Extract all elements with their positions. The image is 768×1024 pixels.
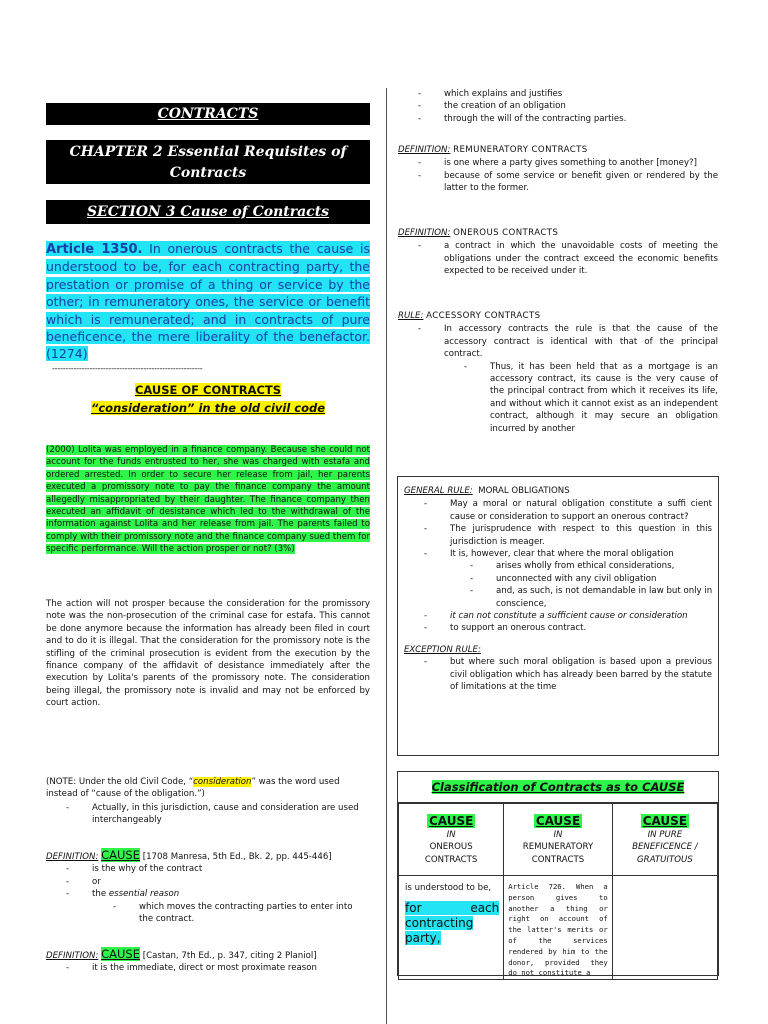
def2-term: CAUSE (101, 947, 140, 961)
moral-s2: - unconnected with any civil obligation (496, 573, 716, 585)
def1-sub: - which moves the contracting parties to enter into the contract. (139, 901, 369, 926)
acc-label: RULE: (398, 311, 424, 321)
note-block (46, 776, 370, 827)
col1-in: IN (446, 830, 456, 840)
moral-b3: - It is, however, clear that where the moral obligation (450, 548, 712, 560)
col2-in: IN (553, 830, 563, 840)
moral-obligations-box (397, 476, 719, 756)
article-1350 (46, 240, 370, 363)
top-b1: - which explains and justifies (444, 88, 718, 100)
moral-s1: - arises wholly from ethical considerations, (496, 560, 716, 572)
classification-title: Classification of Contracts as to CAUSE (431, 780, 685, 794)
cell1-text: is understood to be, (405, 883, 492, 893)
acc-b1: - In accessory contracts the rule is that the cause of the accessory contract is identical with that of the principal contract. (444, 323, 718, 360)
moral-b1: - May a moral or natural obligation constitute a suffi cient cause or consideration to support an onerous contract? (450, 498, 712, 523)
article-text: In onerous contracts the cause is understood to be, for each contracting party, the prestation or promise of a thing or service by the other; in remuneratory ones, the service or benefit which is remunerated; and in contracts of pure beneficence, the mere liberality of the benefactor. (1274) (46, 241, 370, 362)
article-label: Article 1350. (46, 242, 143, 257)
cell-remuneratory (504, 876, 612, 980)
oner-b1: - a contract in which the unavoidable costs of meeting the obligations under the contract exceed the economic benefits expected to be received under it. (444, 240, 718, 277)
cause-subheading: “consideration” in the old civil code (90, 401, 326, 415)
col-onerous-header (399, 804, 504, 876)
note-bullet: - Actually, in this jurisdiction, cause and consideration are used interchangeably (92, 802, 370, 827)
chapter-title-bar (46, 140, 370, 184)
definition-cause-2 (46, 948, 370, 975)
moral-title: MORAL OBLIGATIONS (478, 486, 570, 496)
note-prefix: (NOTE: Under the old Civil Code, “ (46, 777, 194, 787)
top-b2: - the creation of an obligation (444, 100, 718, 112)
moral-b2: - The jurisprudence with respect to this question in this jurisdiction is meager. (450, 523, 712, 548)
exc-b1: - but where such moral obligation is based upon a previous civil obligation which has already been barred by the statute of limitations at the time (450, 656, 712, 693)
section-title: SECTION 3 Cause of Contracts (86, 204, 330, 220)
col1-type: ONEROUS CONTRACTS (424, 842, 478, 865)
dashed-divider: -------------------------------------------------------- (52, 364, 203, 373)
section-title-bar (46, 200, 370, 224)
col3-type: IN PURE BENEFICENCE / GRATUITOUS (632, 830, 698, 865)
def1-term: CAUSE (101, 848, 140, 862)
def1-label: DEFINITION: (46, 852, 99, 862)
def2-b1: - it is the immediate, direct or most proximate reason (92, 962, 370, 974)
acc-sub: - Thus, it has been held that as a mortgage is an accessory contract, its cause is the very cause of the principal contract from which it receives its life, and without which it cannot exist as an independent contract, although it may secure an obligation incurred by another (490, 361, 718, 435)
rem-b1: - is one where a party gives something to another [money?] (444, 157, 718, 169)
classification-table (398, 803, 718, 980)
def2-label: DEFINITION: (46, 951, 99, 961)
moral-label: GENERAL RULE: (404, 486, 473, 496)
rem-b2: - because of some service or benefit given or rendered by the latter to the former. (444, 170, 718, 195)
cause-heading-block (46, 381, 370, 417)
cell-beneficence (612, 876, 717, 980)
rem-label: DEFINITION: (398, 145, 451, 155)
def1-source: [1708 Manresa, 5th Ed., Bk. 2, pp. 445-446] (142, 852, 332, 862)
onerous-definition (398, 227, 718, 278)
case-answer: The action will not prosper because the consideration for the promissory note was the non-prosecution of the criminal case for estafa. This cannot be done anymore because the information has already been filed in court and to do it is illegal. That the consideration for the promissory note is the stifling of the criminal prosecution is evident from the execution by the finance company of the affidavit of desistance immediately after the execution by Lolita's parents of the promissory note. The consideration being illegal, the promissory note is invalid and may not be enforced by court action. (46, 599, 370, 709)
column-divider (386, 88, 387, 1024)
cell1-hl: for each contracting party, (405, 901, 500, 946)
col-remuneratory-header (504, 804, 612, 876)
col-beneficence-header (612, 804, 717, 876)
top-b3: - through the will of the contracting parties. (444, 113, 718, 125)
def2-source: [Castan, 7th Ed., p. 347, citing 2 Planiol] (142, 951, 317, 961)
case-question (46, 444, 370, 556)
right-top-bullets (398, 88, 718, 125)
col2-cause: CAUSE (535, 814, 581, 828)
note-suffix: ” was the word used instead of “cause of the obligation.”) (46, 777, 340, 800)
cell-onerous (399, 876, 504, 980)
moral-s3: - and, as such, is not demandable in law but only in conscience, (496, 585, 716, 610)
definition-cause-1 (46, 849, 370, 925)
note-highlight: consideration (193, 777, 252, 787)
def1-b1: - is the why of the contract (92, 863, 370, 875)
acc-title: ACCESSORY CONTRACTS (426, 311, 541, 321)
moral-b5: - to support an onerous contract. (450, 622, 712, 634)
exc-label: EXCEPTION RULE: (404, 644, 481, 655)
remuneratory-definition (398, 144, 718, 195)
title-contracts-bar (46, 103, 370, 125)
cell2-text: Article 726. When a person gives to another a thing or right on account of the latter's merits or of the services rendered by him to the donor, provided they do not constitute a (508, 882, 608, 978)
case-question-text: (2000) Lolita was employed in a finance company. Because she could not account for the funds entrusted to her, she was charged with estafa and ordered arrested. In order to secure her release from jail, her parents executed a promissory note to pay the finance company the amount allegedly misappropriated by their daughter. The finance company then executed an affidavit of desistance which led to the withdrawal of the information against Lolita and her release from jail. The parents failed to comply with their promissory note and the finance company sued them for specific performance. Will the action prosper or not? (3%) (46, 445, 370, 555)
oner-title: ONEROUS CONTRACTS (453, 228, 559, 238)
oner-label: DEFINITION: (398, 228, 451, 238)
cause-heading: CAUSE OF CONTRACTS (134, 383, 282, 397)
rem-title: REMUNERATORY CONTRACTS (453, 145, 588, 155)
classification-box (397, 771, 719, 976)
def1-em: essential reason (108, 889, 180, 900)
def1-b3: - the essential reason (92, 888, 370, 900)
title-contracts: CONTRACTS (157, 106, 259, 122)
chapter-title: CHAPTER 2 Essential Requisites of Contracts (69, 144, 347, 181)
col1-cause: CAUSE (428, 814, 474, 828)
col3-cause: CAUSE (642, 814, 688, 828)
def1-b2: - or (92, 876, 370, 888)
col2-type: REMUNERATORY CONTRACTS (522, 842, 594, 865)
accessory-rule (398, 310, 718, 435)
moral-b4: - it can not constitute a sufficient cause or consideration (450, 610, 712, 622)
